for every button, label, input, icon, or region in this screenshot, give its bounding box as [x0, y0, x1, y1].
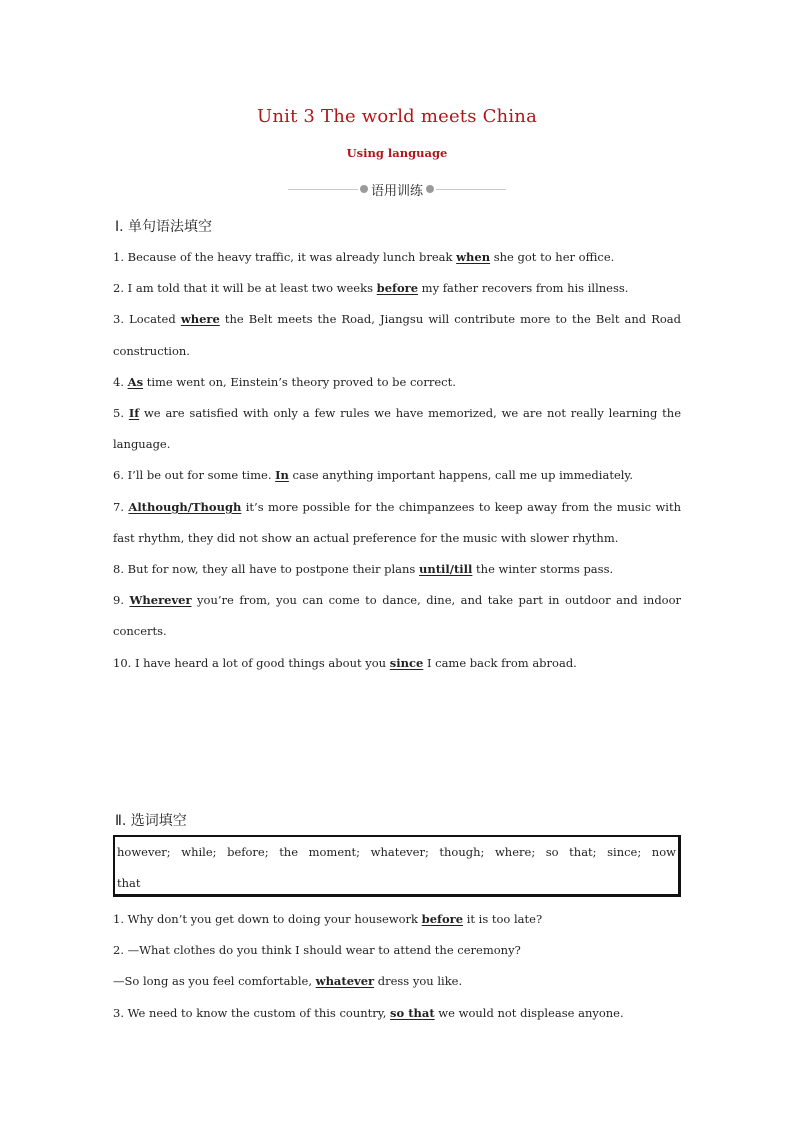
word-bank-line: however; while; before; the moment; whatever; though; where; so that; since; now — [117, 845, 676, 859]
answer-blank: until/till — [419, 562, 473, 577]
answer-blank: before — [376, 281, 419, 296]
exercise-item: 1. Because of the heavy traffic, it was already lunch break when she got to her office. — [113, 250, 615, 264]
lesson-subtitle: Using language — [346, 146, 448, 160]
exercise-item: 9. Wherever you’re from, you can come to dance, dine, and take part in outdoor and indoor concerts. — [113, 593, 682, 639]
exercise-item: 8. But for now, they all have to postpone their plans until/till the winter storms pass. — [113, 562, 614, 577]
answer-blank: whatever — [315, 974, 375, 989]
answer-blank: As — [127, 374, 144, 389]
exercise-item: 3. We need to know the custom of this country, so that we would not displease anyone. — [113, 1005, 624, 1020]
exercise-item: 6. I’ll be out for some time. In case anything important happens, call me up immediately. — [113, 468, 634, 483]
divider-line-left — [288, 189, 358, 190]
exercise-item: 2. —What clothes do you think I should wear to attend the ceremony? — [113, 943, 521, 958]
divider-label: 语用训练 — [370, 184, 423, 199]
answer-blank: Wherever — [129, 593, 192, 608]
exercise-item: —So long as you feel comfortable, whatever dress you like. — [113, 974, 463, 989]
exercise-item: 5. If we are satisfied with only a few rules we have memorized, we are not really learning the language. — [113, 406, 681, 452]
word-bank-box — [113, 835, 681, 897]
section-heading-1: Ⅰ. 单句语法填空 — [115, 219, 213, 235]
divider-dot-icon — [426, 185, 434, 193]
exercise-item: 1. Why don’t you get down to doing your housework before it is too late? — [113, 912, 543, 926]
answer-blank: where — [180, 312, 220, 327]
exercise-list-1 — [113, 242, 681, 679]
section-divider — [288, 180, 506, 200]
unit-title: Unit 3 The world meets China — [256, 106, 538, 127]
answer-blank: In — [275, 468, 289, 483]
divider-line-right — [436, 189, 506, 190]
exercise-item: 4. As time went on, Einstein’s theory proved to be correct. — [113, 374, 456, 389]
word-bank-line: that — [117, 876, 141, 890]
exercise-item: 3. Located where the Belt meets the Road, Jiangsu will contribute more to the Belt and Road construction. — [113, 312, 682, 358]
exercise-item: 10. I have heard a lot of good things about you since I came back from abroad. — [113, 655, 577, 670]
exercise-item: 2. I am told that it will be at least two weeks before my father recovers from his illness. — [113, 281, 629, 296]
answer-blank: before — [421, 912, 464, 926]
section-heading-2: Ⅱ. 选词填空 — [115, 813, 187, 829]
exercise-item: 7. Although/Though it’s more possible for the chimpanzees to keep away from the music with fast rhythm, they did not show an actual preference for the music with slower rhythm. — [113, 499, 682, 545]
answer-blank: If — [128, 406, 140, 421]
answer-blank: Although/Though — [128, 499, 242, 514]
divider-dot-icon — [360, 185, 368, 193]
answer-blank: since — [389, 655, 424, 670]
answer-blank: when — [456, 250, 491, 264]
exercise-list-2 — [113, 904, 681, 1029]
answer-blank: so that — [390, 1005, 435, 1020]
